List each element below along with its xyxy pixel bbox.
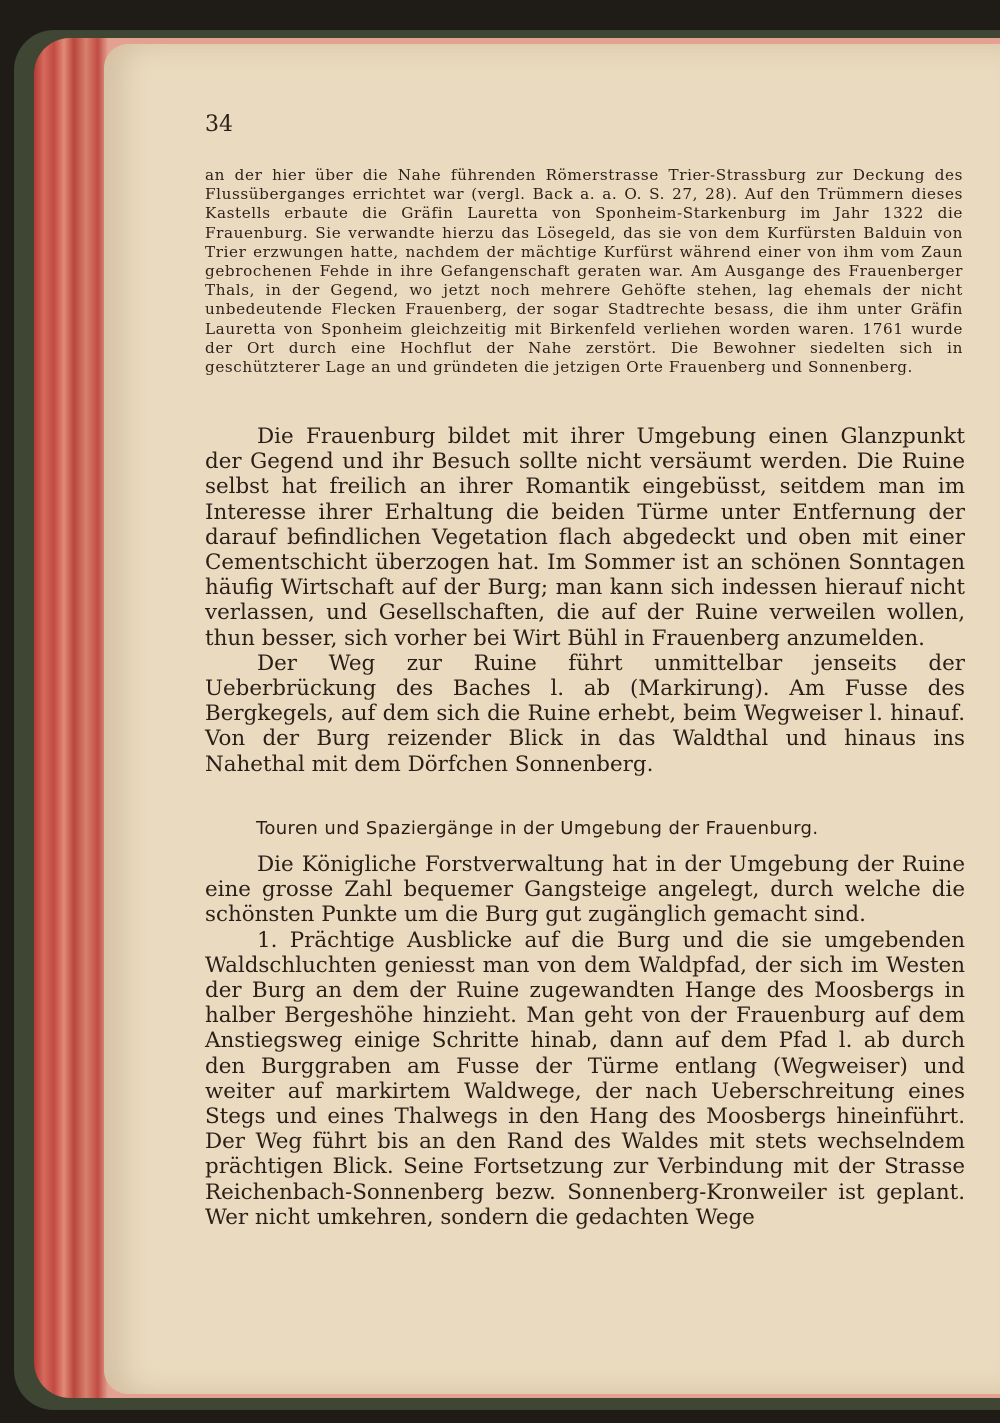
- section-heading: Touren und Spaziergänge in der Umgebung der Frauenburg.: [256, 818, 819, 839]
- paragraph: Die Frauenburg bildet mit ihrer Umgebung einen Glanzpunkt der Gegend und ihr Besuch sollte nicht versäumt werden. Die Ruine selbst hat freilich an ihrer Romantik eingebüsst, seitdem man im Interesse ihrer Erhaltung die beiden Türme unter Entfernung der darauf befindlichen Vegetation flach abgedeckt und oben mit einer Cementschicht überzogen hat. Im Sommer ist an schönen Sonntagen häufig Wirtschaft auf der Burg; man kann sich indessen hierauf nicht verlassen, und Gesellschaften, die auf der Ruine verweilen wollen, thun besser, sich vorher bei Wirt Bühl in Frauenberg anzumelden.: [205, 424, 965, 651]
- main-text-block: [205, 424, 965, 777]
- page-number: 34: [205, 112, 233, 137]
- paragraph: Der Weg zur Ruine führt unmittelbar jenseits der Ueberbrückung des Baches l. ab (Markirung). Am Fusse des Bergkegels, auf dem sich die Ruine erhebt, beim Wegweiser l. hinauf. Von der Burg reizender Blick in das Waldthal und hinaus ins Nahethal mit dem Dörfchen Sonnenberg.: [205, 650, 965, 777]
- paragraph: 1. Prächtige Ausblicke auf die Burg und die sie umgebenden Waldschluchten geniesst man von dem Waldpfad, der sich im Westen der Burg an dem der Ruine zugewandten Hange des Moosbergs in halber Bergeshöhe hinzieht. Man geht von der Frauenburg auf dem Anstiegsweg einige Schritte hinab, dann auf dem Pfad l. ab durch den Burggraben am Fusse der Türme entlang (Wegweiser) und weiter auf markirtem Waldwege, der nach Ueberschreitung eines Stegs und eines Thalwegs in den Hang des Moosbergs hineinführt. Der Weg führt bis an den Rand des Waldes mit stets wechselndem prächtigen Blick. Seine Fortsetzung zur Verbindung mit der Strasse Reichenbach-Sonnenberg bezw. Sonnenberg-Kronweiler ist geplant. Wer nicht umkehren, sondern die gedachten Wege: [205, 927, 965, 1230]
- footnote-text: an der hier über die Nahe führenden Römerstrasse Trier-Strassburg zur Deckung des Flussüberganges errichtet war (vergl. Back a. a. O. S. 27, 28). Auf den Trümmern dieses Kastells erbaute die Gräfin Lauretta von Sponheim-Starkenburg im Jahr 1322 die Frauenburg. Sie verwandte hierzu das Lösegeld, das sie von dem Kurfürsten Balduin von Trier erzwungen hatte, nachdem der mächtige Kurfürst während einer von ihm vom Zaun gebrochenen Fehde in ihre Gefangenschaft geraten war. Am Ausgange des Frauenberger Thals, in der Gegend, wo jetzt noch mehrere Gehöfte stehen, lag ehemals der nicht unbedeutende Flecken Frauenberg, der sogar Stadtrechte besass, die ihm unter Gräfin Lauretta von Sponheim gleichzeitig mit Birkenfeld verliehen worden waren. 1761 wurde der Ort durch eine Hochflut der Nahe zerstört. Die Bewohner siedelten sich in geschützterer Lage an und gründeten die jetzigen Orte Frauenberg und Sonnenberg.: [205, 166, 963, 377]
- section-text-block: [205, 852, 965, 1230]
- paragraph: Die Königliche Forstverwaltung hat in der Umgebung der Ruine eine grosse Zahl bequemer Gangsteige angelegt, durch welche die schönsten Punkte um die Burg gut zugänglich gemacht sind.: [205, 852, 965, 928]
